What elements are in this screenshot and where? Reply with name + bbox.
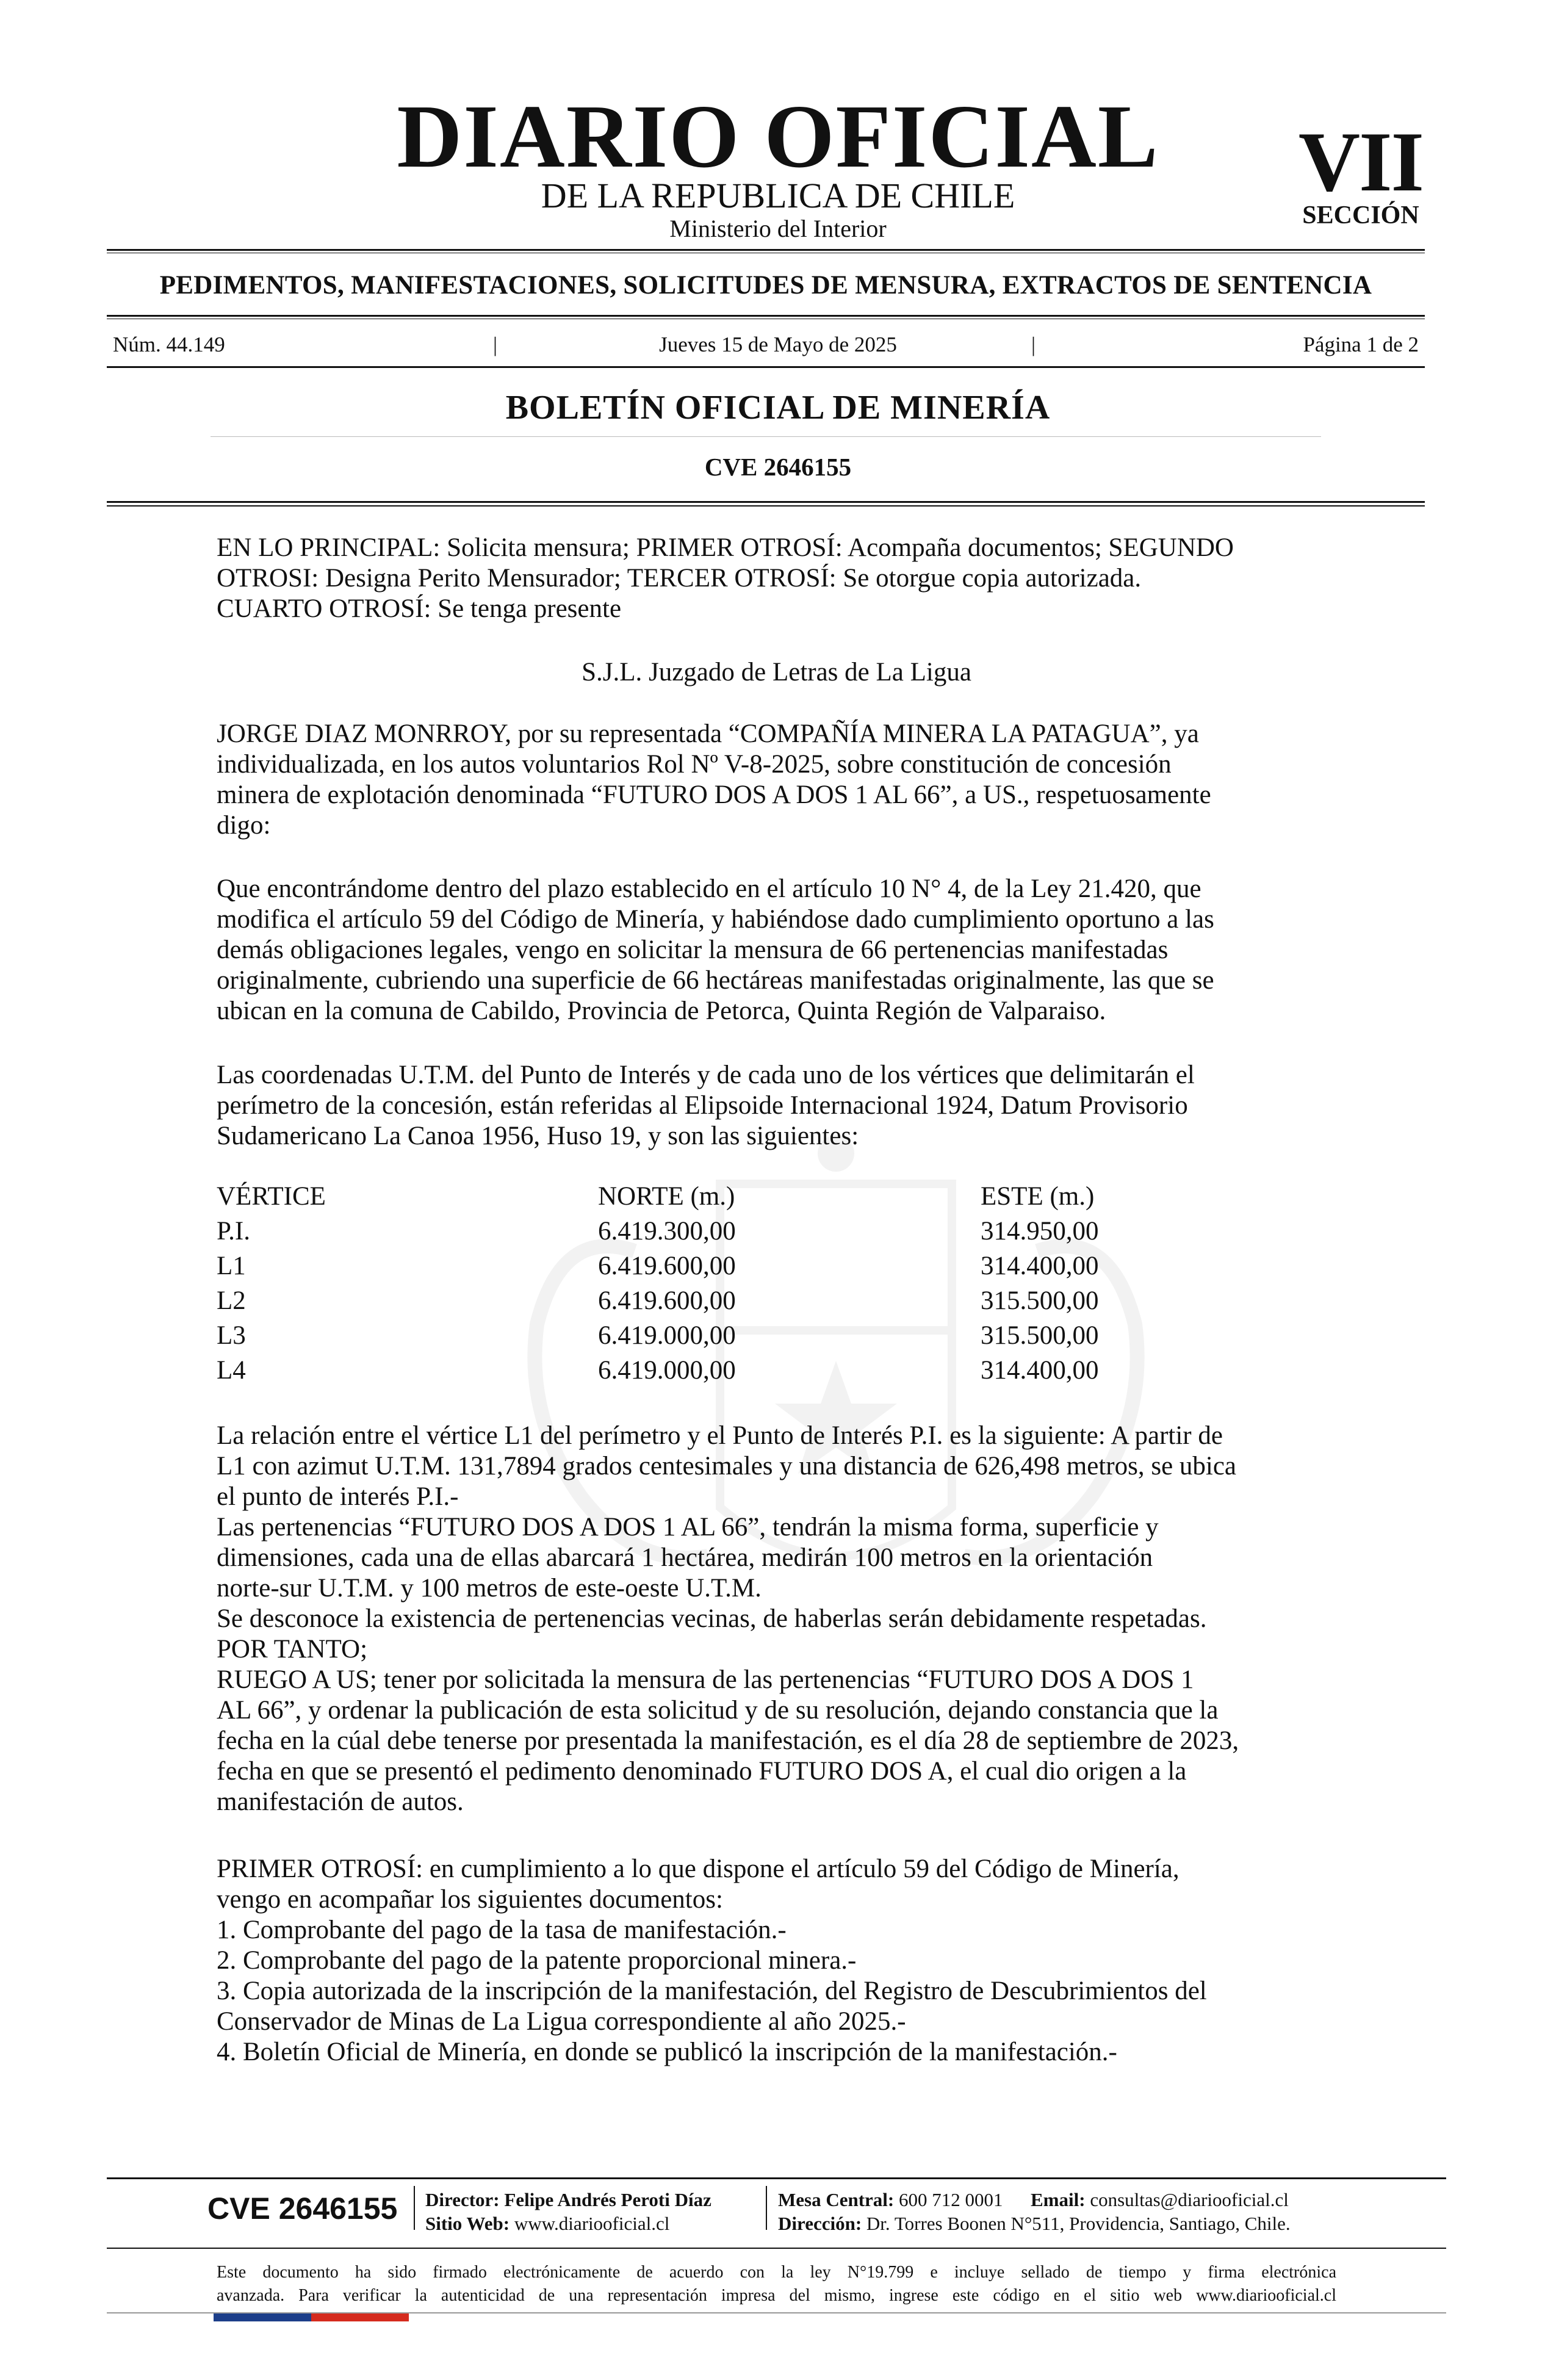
text-line: demás obligaciones legales, vengo en solicitar la mensura de 66 pertenencias manifestadas xyxy=(217,936,1169,964)
text-line: minera de explotación denominada “FUTURO DOS A DOS 1 AL 66”, a US., respetuosamente xyxy=(217,781,1211,809)
cve-rule-thin xyxy=(107,505,1425,507)
table-cell: L2 xyxy=(217,1286,246,1315)
text-line: avanzada. Para verificar la autenticidad de una representación impresa del mismo, ingrese este código en el sitio web www.diariooficial.cl xyxy=(217,2286,1336,2305)
masthead-rule-top xyxy=(107,249,1425,251)
text-line: vengo en acompañar los siguientes documentos: xyxy=(217,1885,723,1914)
text-line: 4. Boletín Oficial de Minería, en donde se publicó la inscripción de la manifestación.- xyxy=(217,2038,1117,2066)
table-cell: L1 xyxy=(217,1252,246,1280)
footer-cve-code: CVE 2646155 xyxy=(207,2191,398,2226)
cve-code: CVE 2646155 xyxy=(704,453,852,481)
paragraph-primer-otrosi xyxy=(217,1854,1336,2068)
table-cell: P.I. xyxy=(217,1217,250,1246)
flag-bar-red xyxy=(311,2313,409,2321)
table-cell: 6.419.300,00 xyxy=(598,1217,736,1246)
footer-rule-middle xyxy=(107,2248,1446,2249)
text-line: 3. Copia autorizada de la inscripción de la manifestación, del Registro de Descubrimientos del xyxy=(217,1977,1207,2005)
text-line: L1 con azimut U.T.M. 131,7894 grados centesimales y una distancia de 626,498 metros, se ubica xyxy=(217,1452,1237,1480)
text-line: 2. Comprobante del pago de la patente proporcional minera.- xyxy=(217,1946,857,1975)
text-line: Sudamericano La Canoa 1956, Huso 19, y son las siguientes: xyxy=(217,1122,859,1150)
text-line: 1. Comprobante del pago de la tasa de manifestación.- xyxy=(217,1916,787,1944)
table-header: ESTE (m.) xyxy=(981,1182,1095,1211)
text-line: AL 66”, y ordenar la publicación de esta solicitud y de su resolución, dejando constancia que la xyxy=(217,1696,1219,1725)
text-line: POR TANTO; xyxy=(217,1635,368,1664)
table-cell: 315.500,00 xyxy=(981,1321,1099,1350)
section-label: SECCIÓN xyxy=(1302,201,1419,229)
text-line: digo: xyxy=(217,811,271,840)
table-row xyxy=(217,1283,1336,1318)
table-cell: 314.950,00 xyxy=(981,1217,1099,1246)
address-text: Dr. Torres Boonen N°511, Providencia, Santiago, Chile. xyxy=(866,2213,1291,2234)
text-line: Este documento ha sido firmado electrónicamente de acuerdo con la ley N°19.799 e incluye sellado de tiempo y firma electrónica xyxy=(217,2263,1336,2282)
text-line: PRIMER OTROSÍ: en cumplimiento a lo que dispone el artículo 59 del Código de Minería, xyxy=(217,1855,1180,1883)
page-indicator: Página 1 de 2 xyxy=(1303,333,1419,356)
text-line: perímetro de la concesión, están referidas al Elipsoide Internacional 1924, Datum Provisorio xyxy=(217,1091,1188,1120)
text-line: Las pertenencias “FUTURO DOS A DOS 1 AL 66”, tendrán la misma forma, superficie y xyxy=(217,1513,1159,1542)
text-line: individualizada, en los autos voluntarios Rol Nº V-8-2025, sobre constitución de concesión xyxy=(217,750,1172,779)
table-cell: 6.419.600,00 xyxy=(598,1252,736,1280)
phone-label: Mesa Central: xyxy=(778,2189,895,2210)
text-line: modifica el artículo 59 del Código de Minería, y habiéndose dado cumplimiento oportuno a las xyxy=(217,905,1214,934)
text-line: norte-sur U.T.M. y 100 metros de este-oeste U.T.M. xyxy=(217,1574,762,1603)
text-line: Conservador de Minas de La Ligua correspondiente al año 2025.- xyxy=(217,2007,906,2036)
text-line: Las coordenadas U.T.M. del Punto de Interés y de cada uno de los vértices que delimitarán el xyxy=(217,1061,1195,1089)
bulletin-title: BOLETÍN OFICIAL DE MINERÍA xyxy=(505,389,1051,427)
footer-address xyxy=(778,2212,1291,2236)
email-link[interactable]: consultas@diariooficial.cl xyxy=(1090,2189,1289,2210)
footer-website xyxy=(425,2212,669,2236)
text-line: manifestación de autos. xyxy=(217,1787,464,1816)
meta-separator-right: | xyxy=(1031,333,1036,356)
paragraph-request xyxy=(217,874,1336,1026)
footer-contact xyxy=(778,2188,1289,2212)
website-link[interactable]: www.diariooficial.cl xyxy=(514,2213,670,2234)
text-line: fecha en la cúal debe tenerse por presentada la manifestación, es el día 28 de septiembre de 2023, xyxy=(217,1726,1239,1755)
text-line: OTROSI: Designa Perito Mensurador; TERCER OTROSÍ: Se otorgue copia autorizada. xyxy=(217,564,1142,593)
text-line: JORGE DIAZ MONRROY, por su representada “COMPAÑÍA MINERA LA PATAGUA”, ya xyxy=(217,719,1199,748)
table-cell: L4 xyxy=(217,1356,246,1385)
section-number: VII xyxy=(1298,115,1424,209)
table-cell: 314.400,00 xyxy=(981,1356,1099,1385)
newspaper-title: DIARIO OFICIAL xyxy=(397,87,1159,187)
issue-number: Núm. 44.149 xyxy=(113,333,225,356)
table-row xyxy=(217,1249,1336,1283)
text-line: RUEGO A US; tener por solicitada la mensura de las pertenencias “FUTURO DOS A DOS 1 xyxy=(217,1665,1194,1694)
footer-divider-2 xyxy=(766,2186,767,2230)
section-heading: PEDIMENTOS, MANIFESTACIONES, SOLICITUDES DE MENSURA, EXTRACTOS DE SENTENCIA xyxy=(159,271,1372,300)
text-line: Se desconoce la existencia de pertenencias vecinas, de haberlas serán debidamente respetadas. xyxy=(217,1604,1207,1633)
paragraph-relation-and-petition xyxy=(217,1421,1336,1817)
footer-director xyxy=(425,2188,711,2212)
text-line: originalmente, cubriendo una superficie de 66 hectáreas manifestadas originalmente, las que se xyxy=(217,966,1214,995)
director-label: Director: xyxy=(425,2189,500,2210)
text-line: CUARTO OTROSÍ: Se tenga presente xyxy=(217,594,622,623)
text-line: Que encontrándome dentro del plazo establecido en el artículo 10 N° 4, de la Ley 21.420, que xyxy=(217,874,1201,903)
flag-bar-blue xyxy=(214,2313,311,2321)
intro-paragraph xyxy=(217,533,1336,624)
court-addressee: S.J.L. Juzgado de Letras de La Ligua xyxy=(582,658,971,687)
director-name: Felipe Andrés Peroti Díaz xyxy=(504,2189,711,2210)
table-header: NORTE (m.) xyxy=(598,1182,735,1211)
table-cell: 6.419.000,00 xyxy=(598,1321,736,1350)
table-row xyxy=(217,1353,1336,1388)
table-row xyxy=(217,1318,1336,1353)
table-cell: 314.400,00 xyxy=(981,1252,1099,1280)
table-cell: 315.500,00 xyxy=(981,1286,1099,1315)
newspaper-subtitle: DE LA REPUBLICA DE CHILE xyxy=(541,176,1015,215)
table-header: VÉRTICE xyxy=(217,1182,326,1211)
table-cell: L3 xyxy=(217,1321,246,1350)
paragraph-coordinates xyxy=(217,1060,1336,1152)
meta-separator-left: | xyxy=(493,333,498,356)
table-cell: 6.419.600,00 xyxy=(598,1286,736,1315)
footer-divider-1 xyxy=(414,2186,415,2230)
website-label: Sitio Web: xyxy=(425,2213,510,2234)
table-row xyxy=(217,1214,1336,1249)
table-header-row xyxy=(217,1179,1336,1214)
table-cell: 6.419.000,00 xyxy=(598,1356,736,1385)
paragraph-petitioner xyxy=(217,719,1336,841)
text-line: EN LO PRINCIPAL: Solicita mensura; PRIMER OTROSÍ: Acompaña documentos; SEGUNDO xyxy=(217,533,1234,562)
meta-rule xyxy=(107,366,1425,368)
bulletin-rule xyxy=(211,436,1321,437)
text-line: el punto de interés P.I.- xyxy=(217,1482,459,1511)
address-label: Dirección: xyxy=(778,2213,862,2234)
footer-legal-notice xyxy=(217,2261,1336,2307)
ministry-label: Ministerio del Interior xyxy=(669,215,887,242)
text-line: ubican en la comuna de Cabildo, Provincia de Petorca, Quinta Región de Valparaiso. xyxy=(217,997,1106,1025)
phone-number: 600 712 0001 xyxy=(899,2189,1003,2210)
issue-date: Jueves 15 de Mayo de 2025 xyxy=(659,333,897,356)
text-line: dimensiones, cada una de ellas abarcará 1 hectárea, medirán 100 metros en la orientación xyxy=(217,1543,1153,1572)
coordinates-table xyxy=(217,1179,1336,1388)
footer-rule-top xyxy=(107,2177,1446,2179)
email-label: Email: xyxy=(1031,2189,1086,2210)
text-line: La relación entre el vértice L1 del perímetro y el Punto de Interés P.I. es la siguiente: A partir de xyxy=(217,1421,1223,1450)
cve-rule-thick xyxy=(107,501,1425,503)
text-line: fecha en que se presentó el pedimento denominado FUTURO DOS A, el cual dio origen a la xyxy=(217,1757,1187,1786)
heading-rule-bottom xyxy=(107,315,1425,317)
